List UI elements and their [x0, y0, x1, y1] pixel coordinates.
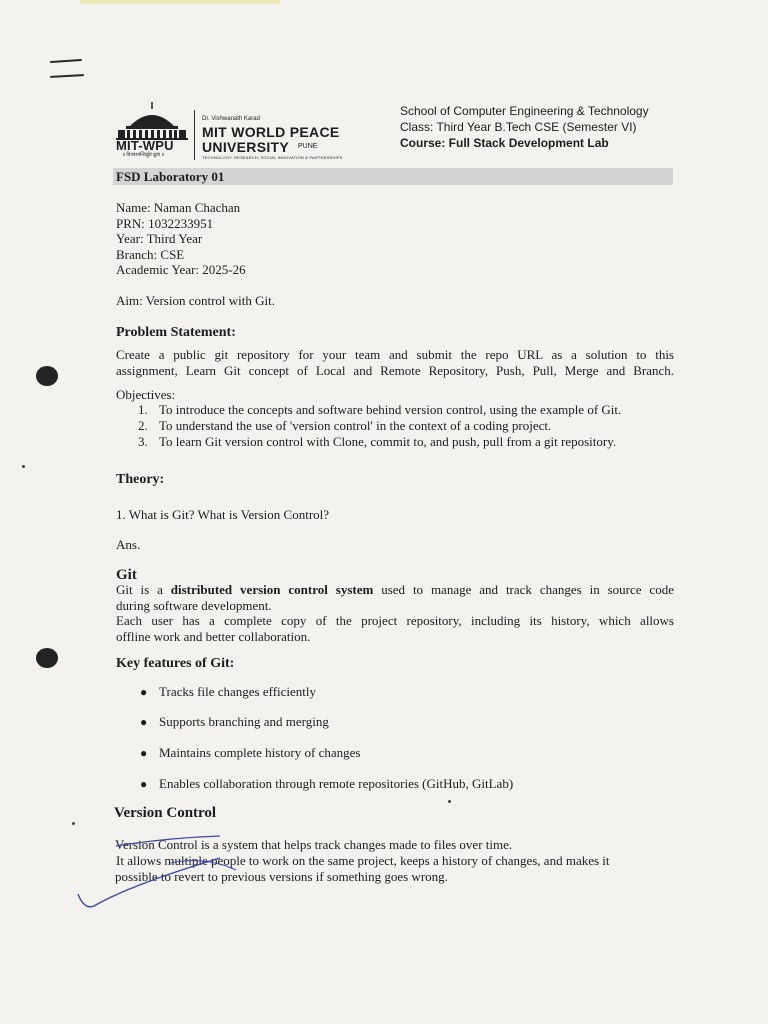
highlighter-mark — [80, 0, 280, 4]
objective-item — [138, 418, 551, 434]
bullet-icon: ● — [140, 777, 148, 791]
bullet-icon: ● — [140, 715, 148, 729]
feature-list-item — [140, 684, 316, 700]
objectives-heading: Objectives: — [116, 387, 176, 402]
git-bold-term: distributed version control system — [170, 582, 374, 597]
git-paragraph — [116, 582, 674, 644]
key-features-heading: Key features of Git: — [116, 656, 235, 671]
objective-item — [138, 402, 621, 418]
aim: Aim: Version control with Git. — [116, 293, 276, 308]
objective-number: 3. — [138, 434, 148, 449]
feature-text: Enables collaboration through remote repositories (GitHub, GitLab) — [159, 776, 514, 791]
objective-text: To introduce the concepts and software behind version control, using the example of Git. — [159, 402, 622, 417]
student-year: Year: Third Year — [116, 231, 203, 246]
problem-statement-line: Create a public git repository for your team and submit the repo URL as a solution to this — [116, 347, 674, 362]
lab-title: FSD Laboratory 01 — [116, 169, 225, 184]
git-text: offline work and better collaboration. — [116, 628, 311, 644]
handwritten-checkmark-icon — [70, 830, 320, 920]
university-tagline: TECHNOLOGY, RESEARCH, SOCIAL INNOVATION & PARTNERSHIPS — [202, 155, 343, 160]
git-text: during software development. — [116, 597, 272, 613]
git-text: Each user has a complete copy of the project repository, including its history, which allows — [116, 613, 674, 628]
student-name: Name: Naman Chachan — [116, 200, 241, 215]
problem-statement-line: assignment, Learn Git concept of Local and Remote Repository, Push, Pull, Merge and Branch. — [116, 362, 674, 378]
pen-tick-mark — [50, 74, 84, 78]
feature-text: Supports branching and merging — [159, 714, 329, 729]
student-branch: Branch: CSE — [116, 247, 185, 262]
course-info: Course: Full Stack Development Lab — [400, 136, 609, 150]
version-control-text: possible to revert to previous versions if something goes wrong. — [115, 869, 448, 884]
objective-item — [138, 434, 616, 450]
version-control-heading: Version Control — [114, 805, 217, 821]
bullet-icon: ● — [140, 685, 148, 699]
university-name-line1: MIT WORLD PEACE — [202, 124, 340, 140]
feature-list-item — [140, 745, 360, 761]
speck — [22, 465, 25, 468]
bullet-icon: ● — [140, 746, 148, 760]
punch-hole — [36, 366, 58, 386]
problem-statement-heading: Problem Statement: — [116, 325, 236, 340]
academic-year: Academic Year: 2025-26 — [116, 262, 246, 277]
pen-tick-mark — [50, 59, 82, 63]
theory-heading: Theory: — [116, 472, 165, 487]
objective-text: To understand the use of 'version control' in the context of a coding project. — [159, 418, 552, 433]
university-name-line2: UNIVERSITY — [202, 139, 290, 155]
speck — [448, 800, 451, 803]
git-heading: Git — [116, 567, 137, 583]
university-prefix: Dr. Vishwanath Karad — [202, 116, 260, 122]
logo-tagline: ॥ विश्वशान्तिर्ध्रुवं ध्रुवा ॥ — [122, 152, 165, 158]
logo-text: MIT-WPU — [116, 138, 174, 153]
objective-number: 2. — [138, 418, 148, 433]
objective-number: 1. — [138, 402, 148, 417]
problem-statement-text — [116, 347, 674, 378]
feature-list-item — [140, 714, 329, 730]
git-text: Git is a — [116, 582, 171, 597]
school-name: School of Computer Engineering & Technology — [400, 104, 649, 118]
feature-list-item — [140, 776, 513, 792]
class-info: Class: Third Year B.Tech CSE (Semester VI) — [400, 120, 637, 134]
version-control-text: It allows multiple people to work on the same project, keeps a history of changes, and makes it — [116, 853, 610, 868]
feature-text: Tracks file changes efficiently — [159, 684, 317, 699]
student-prn: PRN: 1032233951 — [116, 216, 214, 231]
answer-label: Ans. — [116, 537, 141, 552]
feature-text: Maintains complete history of changes — [159, 745, 361, 760]
punch-hole — [36, 648, 58, 668]
version-control-text: Version Control is a system that helps track changes made to files over time. — [115, 837, 513, 852]
theory-question: 1. What is Git? What is Version Control? — [116, 507, 330, 522]
header-divider — [194, 110, 195, 160]
objective-text: To learn Git version control with Clone, commit to, and push, pull from a git repository. — [159, 434, 617, 449]
speck — [72, 822, 75, 825]
university-city: PUNE — [298, 143, 318, 150]
git-text: used to manage and track changes in source code — [373, 582, 674, 597]
